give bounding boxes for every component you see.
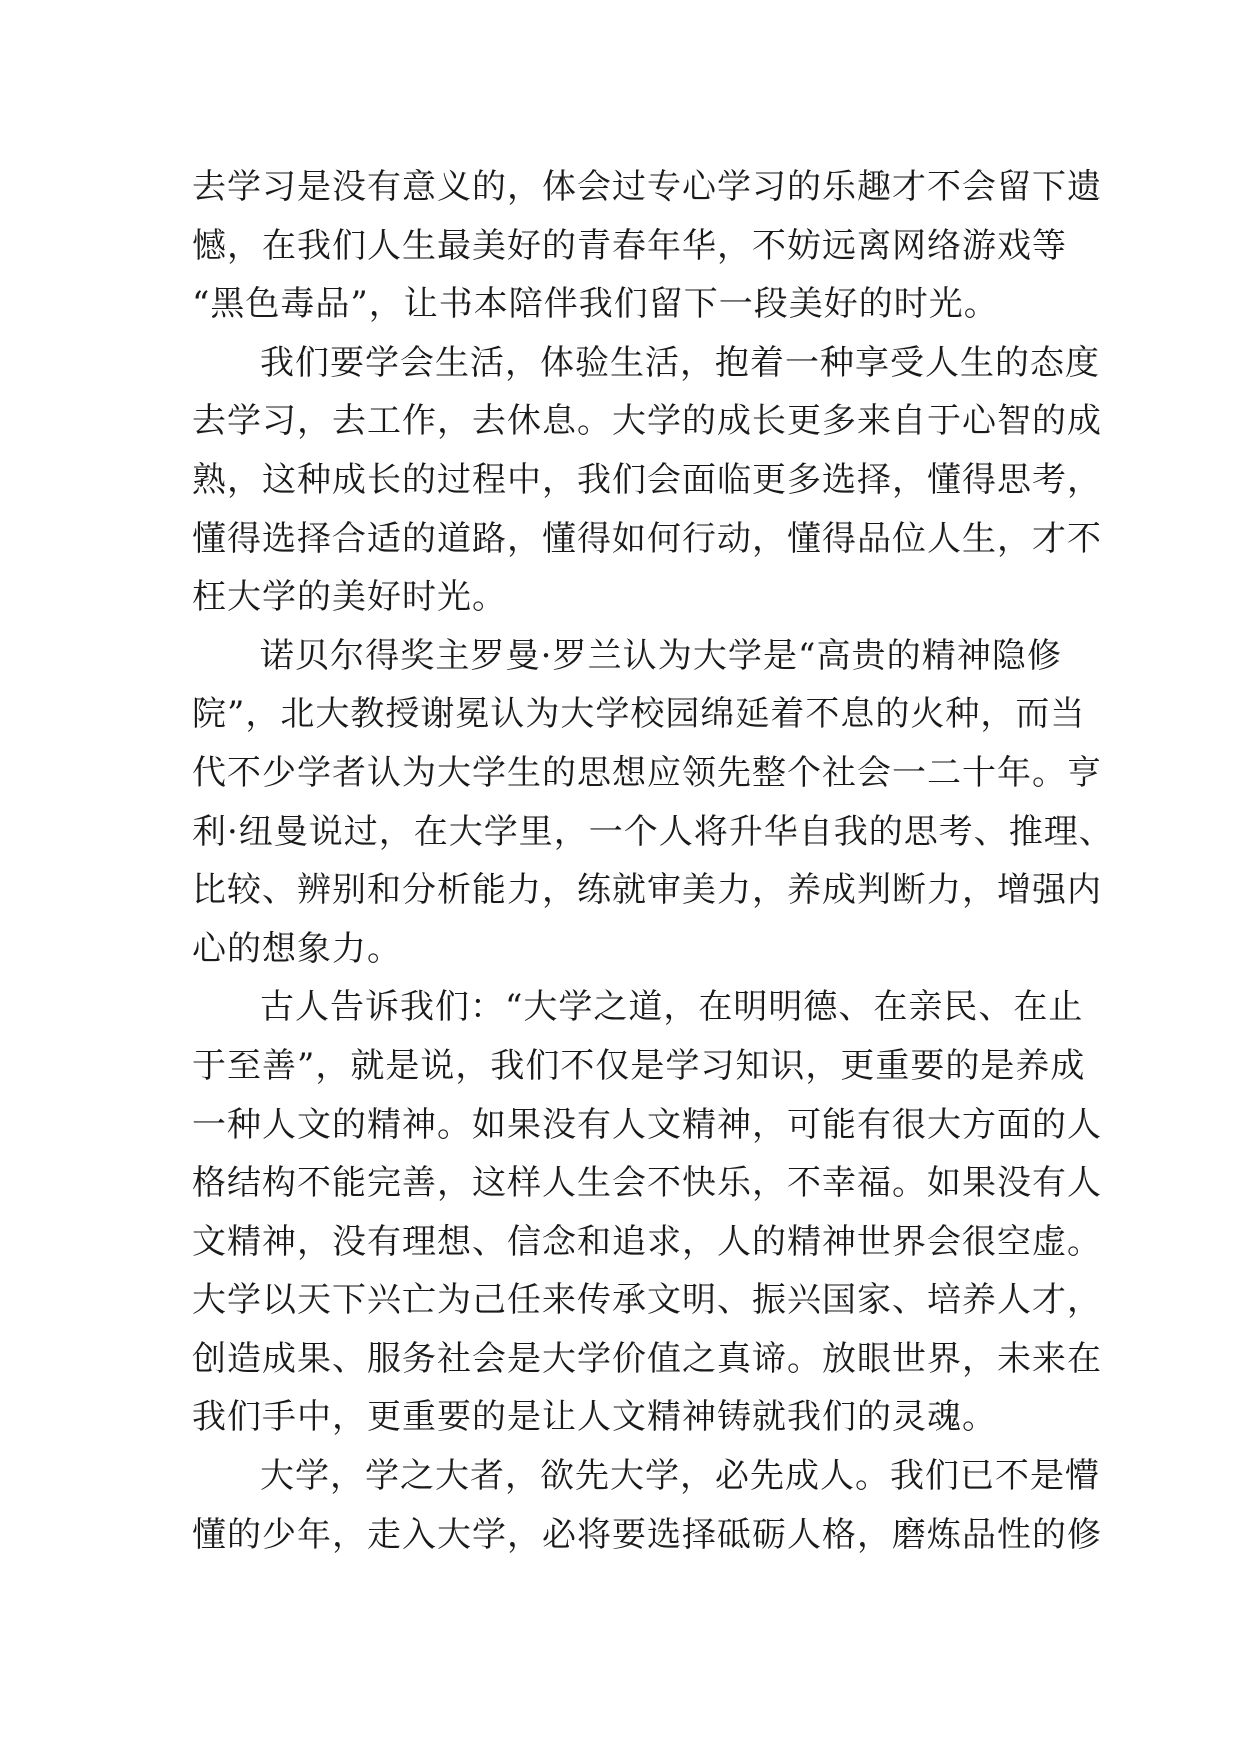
text-line: 熟，这种成长的过程中，我们会面临更多选择，懂得思考， [192,459,1102,500]
text-line: 代不少学者认为大学生的思想应领先整个社会一二十年。亨 [192,752,1102,793]
text-line: 利·纽曼说过，在大学里，一个人将升华自我的思考、推理、 [192,811,1114,852]
paragraph [192,978,1102,1447]
text-line: 心的想象力。 [192,928,402,969]
paragraph [192,1447,1102,1564]
text-line: 大学以天下兴亡为己任来传承文明、振兴国家、培养人才， [192,1280,1102,1321]
text-line: 懂得选择合适的道路，懂得如何行动，懂得品位人生，才不 [192,518,1102,559]
text-line: 诺贝尔得奖主罗曼·罗兰认为大学是“高贵的精神隐修 [260,635,1062,676]
text-line: 创造成果、服务社会是大学价值之真谛。放眼世界，未来在 [192,1338,1102,1379]
text-line: 我们手中，更重要的是让人文精神铸就我们的灵魂。 [192,1397,997,1438]
paragraph [192,334,1102,627]
paragraph [192,627,1114,979]
text-line: 格结构不能完善，这样人生会不快乐，不幸福。如果没有人 [192,1163,1102,1204]
text-line: 比较、辨别和分析能力，练就审美力，养成判断力，增强内 [192,870,1102,911]
text-line: 院”，北大教授谢冕认为大学校园绵延着不息的火种，而当 [192,694,1086,735]
text-line: 我们要学会生活，体验生活，抱着一种享受人生的态度 [260,342,1100,383]
paragraph [192,158,1102,334]
text-line: 文精神，没有理想、信念和追求，人的精神世界会很空虚。 [192,1221,1102,1262]
text-line: 古人告诉我们：“大学之道，在明明德、在亲民、在止 [260,987,1084,1028]
text-line: 一种人文的精神。如果没有人文精神，可能有很大方面的人 [192,1104,1102,1145]
text-line: 憾，在我们人生最美好的青春年华，不妨远离网络游戏等 [192,225,1067,266]
document-body [192,158,1114,1564]
text-line: “黑色毒品”，让书本陪伴我们留下一段美好的时光。 [192,284,999,325]
text-line: 懂的少年，走入大学，必将要选择砥砺人格，磨炼品性的修 [192,1514,1102,1555]
text-line: 去学习，去工作，去休息。大学的成长更多来自于心智的成 [192,401,1102,442]
text-line: 于至善”，就是说，我们不仅是学习知识，更重要的是养成 [192,1045,1086,1086]
text-line: 枉大学的美好时光。 [192,577,507,618]
text-line: 去学习是没有意义的，体会过专心学习的乐趣才不会留下遗 [192,167,1102,207]
text-line: 大学，学之大者，欲先大学，必先成人。我们已不是懵 [260,1456,1100,1497]
